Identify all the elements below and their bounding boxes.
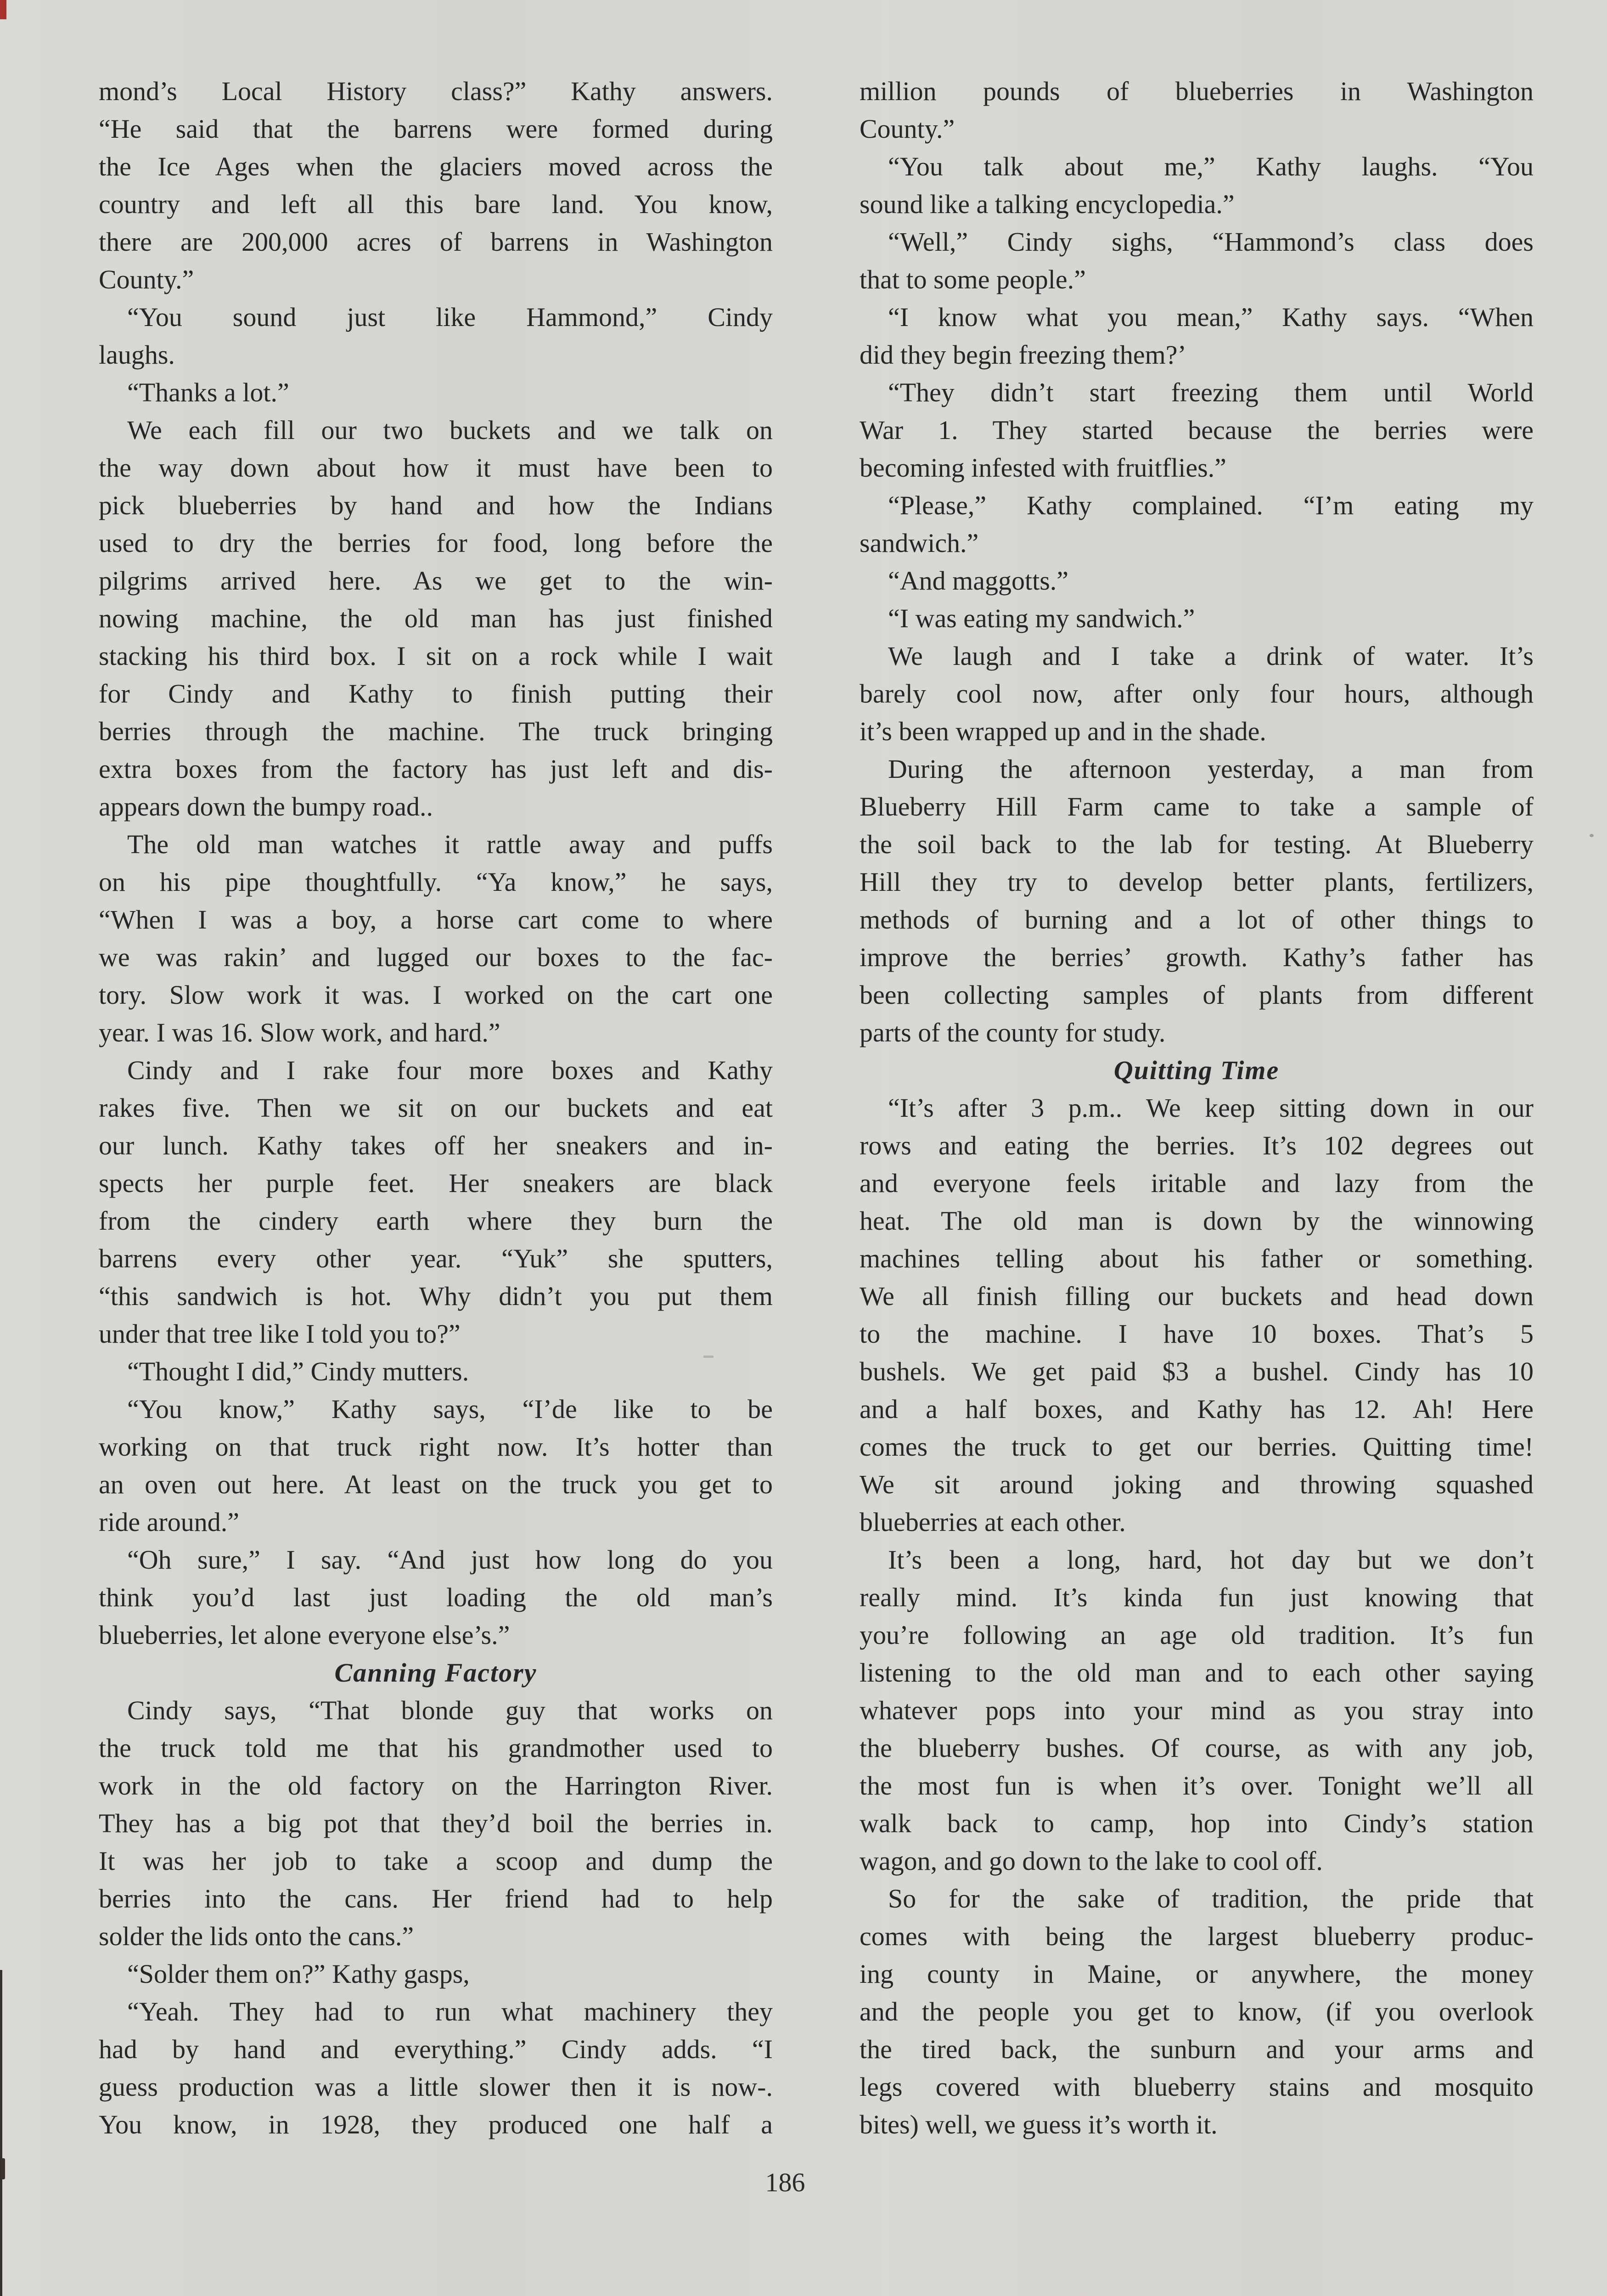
text-line: berries through the machine. The truck bringing — [99, 716, 773, 746]
text-line: County.” — [99, 264, 194, 294]
text-line: stacking his third box. I sit on a rock while I wait — [99, 641, 773, 671]
text-line: work in the old factory on the Harrington River. — [99, 1771, 773, 1801]
text-line: barely cool now, after only four hours, although — [860, 679, 1534, 709]
text-line: “When I was a boy, a horse cart come to where — [99, 905, 773, 934]
text-line: appears down the bumpy road.. — [99, 792, 433, 822]
text-line: “Yeah. They had to run what machinery they — [127, 1997, 773, 2026]
text-line: Hill they try to develop better plants, fertilizers, — [860, 867, 1534, 897]
text-line: comes with being the largest blueberry produc- — [860, 1921, 1534, 1951]
section-heading: Canning Factory — [334, 1658, 537, 1688]
text-line: legs covered with blueberry stains and mosquito — [860, 2072, 1534, 2102]
text-line: year. I was 16. Slow work, and hard.” — [99, 1018, 500, 1047]
text-line: really mind. It’s kinda fun just knowing that — [860, 1582, 1534, 1612]
text-line: We laugh and I take a drink of water. It’s — [888, 641, 1534, 671]
text-line: “Oh sure,” I say. “And just how long do you — [127, 1545, 773, 1575]
text-line: we was rakin’ and lugged our boxes to the fac- — [99, 942, 773, 972]
text-line: working on that truck right now. It’s hotter than — [99, 1432, 773, 1462]
text-line: “They didn’t start freezing them until World — [888, 377, 1534, 407]
text-line: machines telling about his father or something. — [860, 1244, 1534, 1273]
text-line: rakes five. Then we sit on our buckets and eat — [99, 1093, 773, 1123]
text-line: Cindy says, “That blonde guy that works on — [127, 1695, 773, 1725]
text-line: You know, in 1928, they produced one half a — [99, 2110, 773, 2139]
text-line: War 1. They started because the berries were — [860, 415, 1534, 445]
text-line: the soil back to the lab for testing. At Blueberry — [860, 829, 1534, 859]
text-line: bushels. We get paid $3 a bushel. Cindy has 10 — [860, 1356, 1534, 1386]
text-line: think you’d last just loading the old man’s — [99, 1582, 773, 1612]
text-line: the most fun is when it’s over. Tonight we’ll all — [860, 1771, 1534, 1801]
text-line: the blueberry bushes. Of course, as with any job, — [860, 1733, 1534, 1763]
text-line: walk back to camp, hop into Cindy’s station — [860, 1808, 1534, 1838]
text-line: mond’s Local History class?” Kathy answers. — [99, 76, 773, 106]
text-line: “He said that the barrens were formed during — [99, 114, 773, 144]
text-column-left — [99, 73, 773, 2144]
text-line: “You talk about me,” Kathy laughs. “You — [888, 152, 1534, 181]
text-line: heat. The old man is down by the winnowing — [860, 1206, 1534, 1236]
text-line: “I know what you mean,” Kathy says. “When — [888, 302, 1534, 332]
text-line: listening to the old man and to each other saying — [860, 1658, 1534, 1688]
text-line: pick blueberries by hand and how the Indians — [99, 490, 773, 520]
text-column-right — [860, 73, 1534, 2144]
text-line: solder the lids onto the cans.” — [99, 1921, 414, 1951]
text-line: becoming infested with fruitflies.” — [860, 453, 1226, 483]
text-line: ride around.” — [99, 1507, 239, 1537]
text-line: We sit around joking and throwing squashed — [860, 1469, 1534, 1499]
text-line: and the people you get to know, (if you overlook — [860, 1997, 1534, 2026]
text-line: used to dry the berries for food, long before the — [99, 528, 773, 558]
text-line: pilgrims arrived here. As we get to the win- — [99, 566, 773, 596]
section-heading: Quitting Time — [1113, 1055, 1280, 1085]
scan-red-corner-mark — [0, 0, 6, 19]
text-line: you’re following an age old tradition. It’s fun — [860, 1620, 1534, 1650]
text-line: “this sandwich is hot. Why didn’t you put them — [99, 1281, 773, 1311]
text-line: blueberries at each other. — [860, 1507, 1126, 1537]
text-line: that to some people.” — [860, 264, 1086, 294]
text-line: wagon, and go down to the lake to cool off. — [860, 1846, 1323, 1876]
text-line: the Ice Ages when the glaciers moved across the — [99, 152, 773, 181]
text-line: rows and eating the berries. It’s 102 degrees out — [860, 1131, 1534, 1160]
text-line: guess production was a little slower then it is now-. — [99, 2072, 773, 2102]
text-line: We all finish filling our buckets and head down — [860, 1281, 1534, 1311]
text-line: the truck told me that his grandmother used to — [99, 1733, 773, 1763]
text-line: “Solder them on?” Kathy gasps, — [127, 1959, 470, 1989]
text-line: it’s been wrapped up and in the shade. — [860, 716, 1266, 746]
text-line: berries into the cans. Her friend had to help — [99, 1884, 773, 1913]
page-number: 186 — [765, 2167, 805, 2197]
text-line: on his pipe thoughtfully. “Ya know,” he says, — [99, 867, 773, 897]
text-line: “You sound just like Hammond,” Cindy — [127, 302, 773, 332]
text-line: nowing machine, the old man has just finished — [99, 603, 773, 633]
text-line: parts of the county for study. — [860, 1018, 1166, 1047]
text-line: country and left all this bare land. You know, — [99, 189, 773, 219]
text-line: Blueberry Hill Farm came to take a sample of — [860, 792, 1534, 822]
text-line: and everyone feels iritable and lazy from the — [860, 1168, 1534, 1198]
text-line: We each fill our two buckets and we talk on — [127, 415, 773, 445]
text-line: The old man watches it rattle away and puffs — [127, 829, 773, 859]
text-line: extra boxes from the factory has just left and dis- — [99, 754, 773, 784]
text-line: been collecting samples of plants from different — [860, 980, 1534, 1010]
text-line: bites) well, we guess it’s worth it. — [860, 2110, 1218, 2139]
text-line: for Cindy and Kathy to finish putting their — [99, 679, 773, 709]
text-line: blueberries, let alone everyone else’s.” — [99, 1620, 510, 1650]
text-line: under that tree like I told you to?” — [99, 1319, 461, 1349]
text-line: “Well,” Cindy sighs, “Hammond’s class does — [888, 227, 1534, 257]
text-line: It was her job to take a scoop and dump the — [99, 1846, 773, 1876]
text-line: tory. Slow work it was. I worked on the cart one — [99, 980, 773, 1010]
text-line: “Thanks a lot.” — [127, 377, 289, 407]
text-line: methods of burning and a lot of other things to — [860, 905, 1534, 934]
text-line: to the machine. I have 10 boxes. That’s 5 — [860, 1319, 1534, 1349]
text-line: comes the truck to get our berries. Quitting time! — [860, 1432, 1534, 1462]
text-line: So for the sake of tradition, the pride that — [888, 1884, 1534, 1913]
text-line: sound like a talking encyclopedia.” — [860, 189, 1235, 219]
text-line: County.” — [860, 114, 955, 144]
text-line: They has a big pot that they’d boil the berries in. — [99, 1808, 773, 1838]
text-line: spects her purple feet. Her sneakers are black — [99, 1168, 773, 1198]
text-line: “I was eating my sandwich.” — [888, 603, 1195, 633]
text-line: Cindy and I rake four more boxes and Kathy — [127, 1055, 773, 1085]
scan-speck — [1590, 834, 1594, 837]
text-line: ing county in Maine, or anywhere, the money — [860, 1959, 1534, 1989]
text-line: “And maggotts.” — [888, 566, 1069, 596]
scan-left-edge-shadow — [0, 1970, 2, 2296]
text-line: from the cindery earth where they burn the — [99, 1206, 773, 1236]
text-line: our lunch. Kathy takes off her sneakers and in- — [99, 1131, 773, 1160]
text-line: “Please,” Kathy complained. “I’m eating my — [888, 490, 1534, 520]
scan-left-edge-blob — [1, 2158, 5, 2179]
text-line: the tired back, the sunburn and your arms and — [860, 2034, 1534, 2064]
text-line: It’s been a long, hard, hot day but we don’t — [888, 1545, 1534, 1575]
text-line: improve the berries’ growth. Kathy’s father has — [860, 942, 1534, 972]
text-line: did they begin freezing them?’ — [860, 340, 1186, 370]
text-line: an oven out here. At least on the truck you get to — [99, 1469, 773, 1499]
text-line: “You know,” Kathy says, “I’de like to be — [127, 1394, 773, 1424]
text-line: “Thought I did,” Cindy mutters. — [127, 1356, 469, 1386]
text-line: whatever pops into your mind as you stray into — [860, 1695, 1534, 1725]
text-line: million pounds of blueberries in Washington — [860, 76, 1534, 106]
text-line: laughs. — [99, 340, 175, 370]
text-line: sandwich.” — [860, 528, 979, 558]
text-line: barrens every other year. “Yuk” she sputters, — [99, 1244, 773, 1273]
text-line: “It’s after 3 p.m.. We keep sitting down in our — [888, 1093, 1534, 1123]
text-line: had by hand and everything.” Cindy adds. “I — [99, 2034, 773, 2064]
text-line: During the afternoon yesterday, a man from — [888, 754, 1534, 784]
text-line: the way down about how it must have been to — [99, 453, 773, 483]
text-line: there are 200,000 acres of barrens in Washington — [99, 227, 773, 257]
text-line: and a half boxes, and Kathy has 12. Ah! Here — [860, 1394, 1534, 1424]
